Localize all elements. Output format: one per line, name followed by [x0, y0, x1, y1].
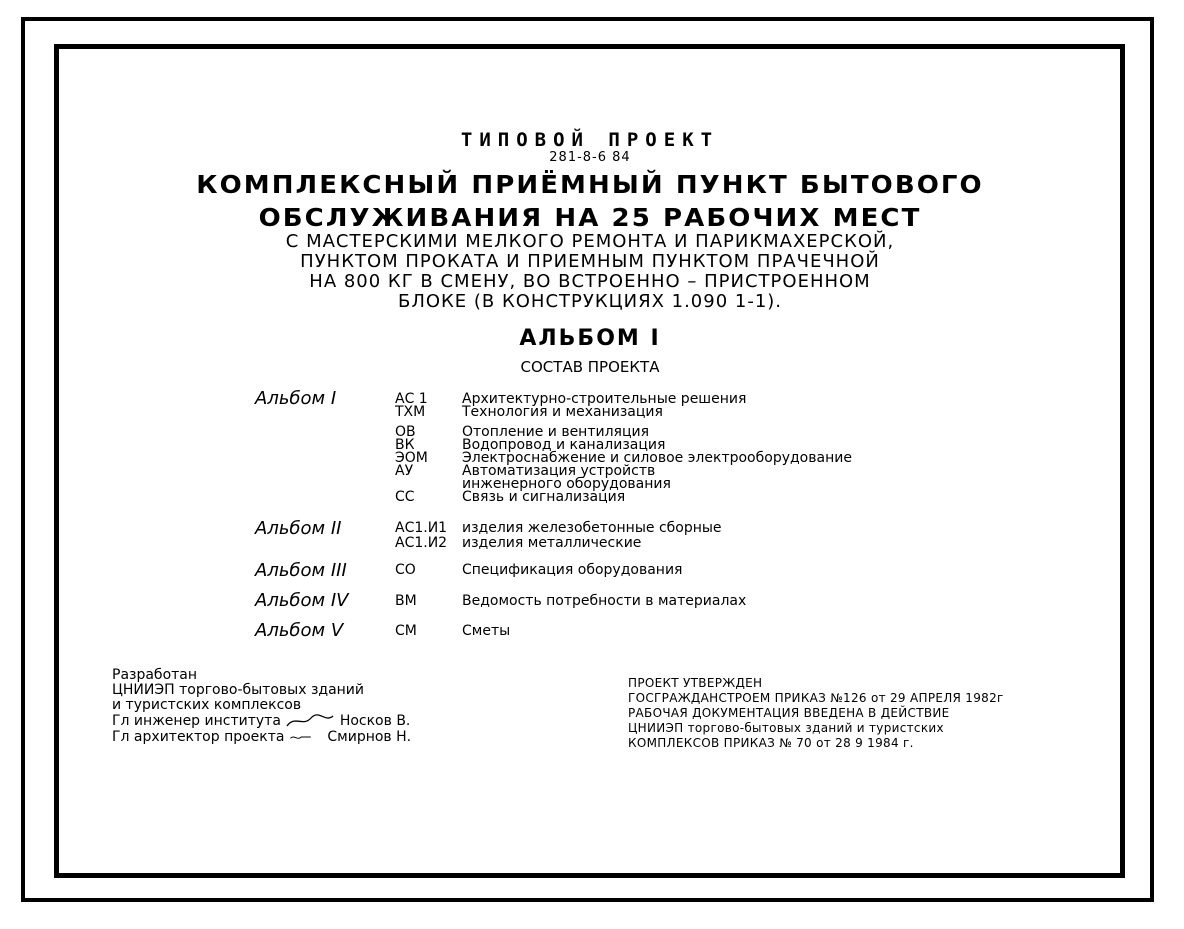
credits-right-line: ПРОЕКТ УТВЕРЖДЕН — [628, 676, 763, 690]
section-desc: инженерного оборудования — [462, 476, 671, 492]
project-name-line-1: КОМПЛЕКСНЫЙ ПРИЁМНЫЙ ПУНКТ БЫТОВОГО — [196, 170, 984, 199]
credits-right-line: ГОСГРАЖДАНСТРОЕМ ПРИКАЗ №126 от 29 АПРЕЛЯ 1982г — [628, 691, 1004, 705]
section-desc: Автоматизация устройств — [462, 463, 656, 479]
credits-right-line: РАБОЧАЯ ДОКУМЕНТАЦИЯ ВВЕДЕНА В ДЕЙСТВИЕ — [628, 706, 950, 720]
section-desc: Связь и сигнализация — [462, 489, 626, 505]
project-code: 281-8-6 84 — [549, 150, 631, 165]
album-label-5: Альбом V — [255, 620, 344, 641]
section-desc: Технология и механизация — [462, 404, 663, 420]
album-label-1: Альбом I — [255, 388, 337, 409]
credits-left-line: и туристских комплексов — [112, 697, 302, 713]
credits-right-line: ЦНИИЭП торгово-бытовых зданий и туристских — [628, 721, 944, 735]
section-desc: Водопровод и канализация — [462, 437, 666, 453]
section-code: СМ — [395, 623, 417, 639]
album-label-4: Альбом IV — [255, 590, 349, 611]
section-code: СО — [395, 562, 416, 578]
section-code: АС1.И2 — [395, 535, 448, 551]
signature-icon — [285, 713, 335, 729]
section-code: ВК — [395, 437, 415, 453]
project-description-line-3: НА 800 КГ В СМЕНУ, ВО ВСТРОЕННО – ПРИСТРОЕННОМ — [309, 271, 871, 292]
project-name-line-2: ОБСЛУЖИВАНИЯ НА 25 РАБОЧИХ МЕСТ — [258, 203, 922, 232]
chief-architect-label: Гл архитектор проекта — [112, 729, 285, 745]
album-heading: АЛЬБОМ I — [519, 326, 661, 351]
credits-right-line: КОМПЛЕКСОВ ПРИКАЗ № 70 от 28 9 1984 г. — [628, 736, 914, 750]
album-label-2: Альбом II — [255, 518, 342, 539]
section-desc: Спецификация оборудования — [462, 562, 683, 578]
section-code: ОВ — [395, 424, 416, 440]
section-desc: Сметы — [462, 623, 511, 639]
project-description-line-1: С МАСТЕРСКИМИ МЕЛКОГО РЕМОНТА И ПАРИКМАХЕРСКОЙ, — [285, 231, 895, 252]
section-desc: Отопление и вентиляция — [462, 424, 650, 440]
section-desc: изделия металлические — [462, 535, 642, 551]
chief-engineer-name: Носков В. — [339, 713, 411, 729]
section-desc: Архитектурно-строительные решения — [462, 391, 747, 407]
project-description-line-2: ПУНКТОМ ПРОКАТА И ПРИЕМНЫМ ПУНКТОМ ПРАЧЕЧНОЙ — [300, 251, 880, 272]
project-description-line-4: БЛОКЕ (В КОНСТРУКЦИЯХ 1.090 1-1). — [397, 291, 783, 312]
composition-heading: СОСТАВ ПРОЕКТА — [520, 358, 660, 376]
approval-credits — [628, 676, 1004, 751]
section-code: СС — [395, 489, 415, 505]
album-label-3: Альбом III — [255, 560, 347, 581]
section-code: ЭОМ — [395, 450, 428, 466]
credits-left-line — [112, 729, 411, 745]
section-code: ТХМ — [395, 404, 426, 420]
section-code: ВМ — [395, 593, 417, 609]
chief-engineer-label: Гл инженер института — [112, 713, 281, 729]
developer-credits — [112, 668, 411, 745]
credits-left-line: ЦНИИЭП торгово-бытовых зданий — [112, 682, 364, 698]
project-type-label: ТИПОВОЙ ПРОЕКТ — [460, 129, 720, 151]
section-code: АС1.И1 — [395, 520, 448, 536]
credits-left-line — [112, 713, 411, 729]
project-description — [150, 232, 1030, 312]
chief-architect-name: Смирнов Н. — [327, 729, 412, 745]
section-desc: Электроснабжение и силовое электрооборудование — [462, 450, 852, 466]
section-desc: Ведомость потребности в материалах — [462, 593, 747, 609]
section-code: АС 1 — [395, 391, 428, 407]
credits-left-line: Разработан — [112, 667, 198, 683]
project-name — [132, 168, 1047, 234]
section-code: АУ — [395, 463, 414, 479]
section-desc: изделия железобетонные сборные — [462, 520, 722, 536]
signature-icon — [289, 729, 323, 745]
